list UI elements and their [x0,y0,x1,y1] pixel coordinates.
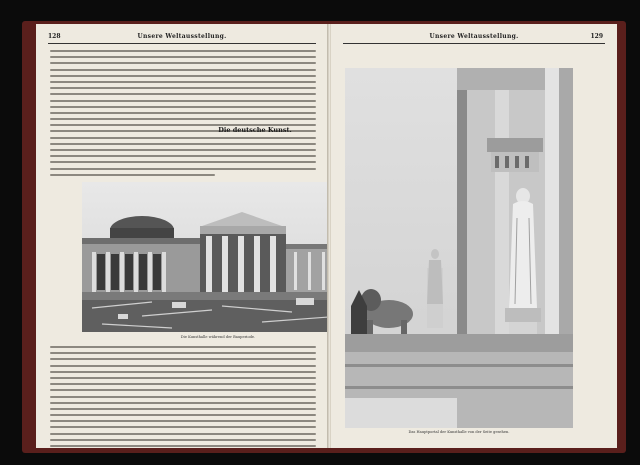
kunsthalle-construction-photo [82,182,330,332]
right-photo-caption: Das Hauptportal der Kunsthalle von der Seite gesehen. [408,430,510,434]
right-page-header [331,33,617,43]
right-running-title: Unsere Weltausstellung. [429,33,519,40]
left-top-text-block [50,50,316,180]
left-photo-caption: Die Kunsthalle während der Bauperiode. [180,335,256,339]
left-page-header [36,33,328,43]
main-portal-photo [345,68,573,428]
left-page [36,24,330,448]
right-page-number: 129 [590,33,603,40]
left-page-number: 128 [48,33,61,40]
left-bottom-text-block [50,346,316,448]
right-header-rule [343,43,605,44]
kunsthalle-photo-image [82,182,330,332]
right-page [330,24,617,448]
left-header-rule [48,43,316,44]
left-running-title: Unsere Weltausstellung. [137,33,227,40]
section-heading: Die deutsche Kunst. [218,126,292,134]
main-portal-photo-image [345,68,573,428]
